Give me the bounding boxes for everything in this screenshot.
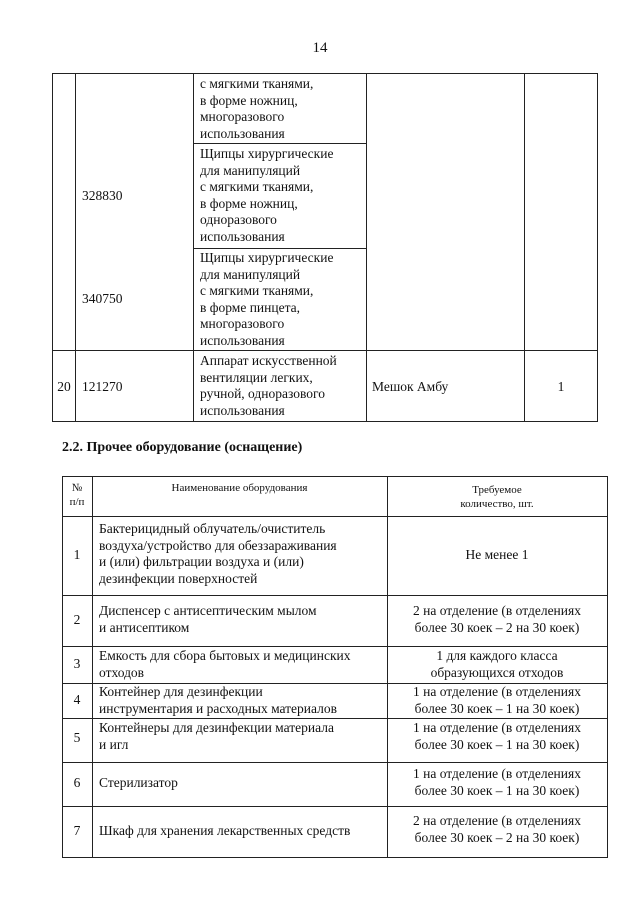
table-row-5-num: 5 [73, 730, 81, 745]
table-row-7-quantity: 2 на отделение (в отделениях более 30 коек – 2 на 30 коек) [413, 813, 581, 845]
table-row-3-num: 3 [73, 656, 81, 671]
table-row-1-quantity: Не менее 1 [465, 547, 529, 562]
table1-row2-code: 328830 [82, 188, 123, 203]
table-row-5-quantity: 1 на отделение (в отделениях более 30 коек – 1 на 30 коек) [413, 720, 581, 752]
table-row-7-num: 7 [73, 823, 81, 838]
table1-row4-quantity: 1 [557, 379, 565, 394]
table-row-6-quantity: 1 на отделение (в отделениях более 30 коек – 1 на 30 коек) [413, 766, 581, 798]
table1-row3-name: Щипцы хирургические для манипуляций с мягкими тканями, в форме пинцета, многоразового использования [200, 250, 334, 348]
table-row-4-quantity: 1 на отделение (в отделениях более 30 коек – 1 на 30 коек) [413, 684, 581, 716]
table-row-6-name: Стерилизатор [99, 775, 178, 790]
table-row-3-name: Емкость для сбора бытовых и медицинских отходов [99, 648, 351, 680]
table1-row4-code: 121270 [82, 379, 123, 394]
table1-row1-name: с мягкими тканями, в форме ножниц, многоразового использования [200, 76, 314, 141]
table-row-4-name: Контейнер для дезинфекции инструментария и расходных материалов [99, 684, 337, 716]
page-number: 14 [312, 40, 328, 56]
table-row-2-quantity: 2 на отделение (в отделениях более 30 коек – 2 на 30 коек) [413, 603, 581, 635]
header-name: Наименование оборудования [171, 482, 308, 494]
header-num: № п/п [69, 482, 85, 508]
table1-row4-requirement: Мешок Амбу [372, 379, 449, 394]
table-row-4-num: 4 [73, 692, 81, 707]
table1-row4-num: 20 [57, 379, 71, 394]
table1-row2-name: Щипцы хирургические для манипуляций с мягкими тканями, в форме ножниц, одноразового использования [200, 146, 334, 244]
header-quantity: Требуемое количество, шт. [460, 484, 534, 510]
table1-row4-name: Аппарат искусственной вентиляции легких, ручной, одноразового использования [200, 353, 337, 418]
table-row-5-name: Контейнеры для дезинфекции материала и игл [99, 720, 334, 752]
table-row-6-num: 6 [73, 775, 81, 790]
table-row-2-name: Диспенсер с антисептическим мылом и антисептиком [99, 603, 317, 635]
table-row-7-name: Шкаф для хранения лекарственных средств [99, 823, 351, 838]
table-row-1-num: 1 [73, 547, 81, 562]
table-row-3-quantity: 1 для каждого класса образующихся отходов [430, 648, 564, 680]
table1-row3-code: 340750 [82, 291, 123, 306]
section-title: 2.2. Прочее оборудование (оснащение) [62, 440, 303, 455]
table-row-1-name: Бактерицидный облучатель/очиститель воздуха/устройство для обеззараживания и (или) фильтрации воздуха и (или) дезинфекции поверхностей [99, 521, 337, 586]
table-row-2-num: 2 [73, 612, 81, 627]
